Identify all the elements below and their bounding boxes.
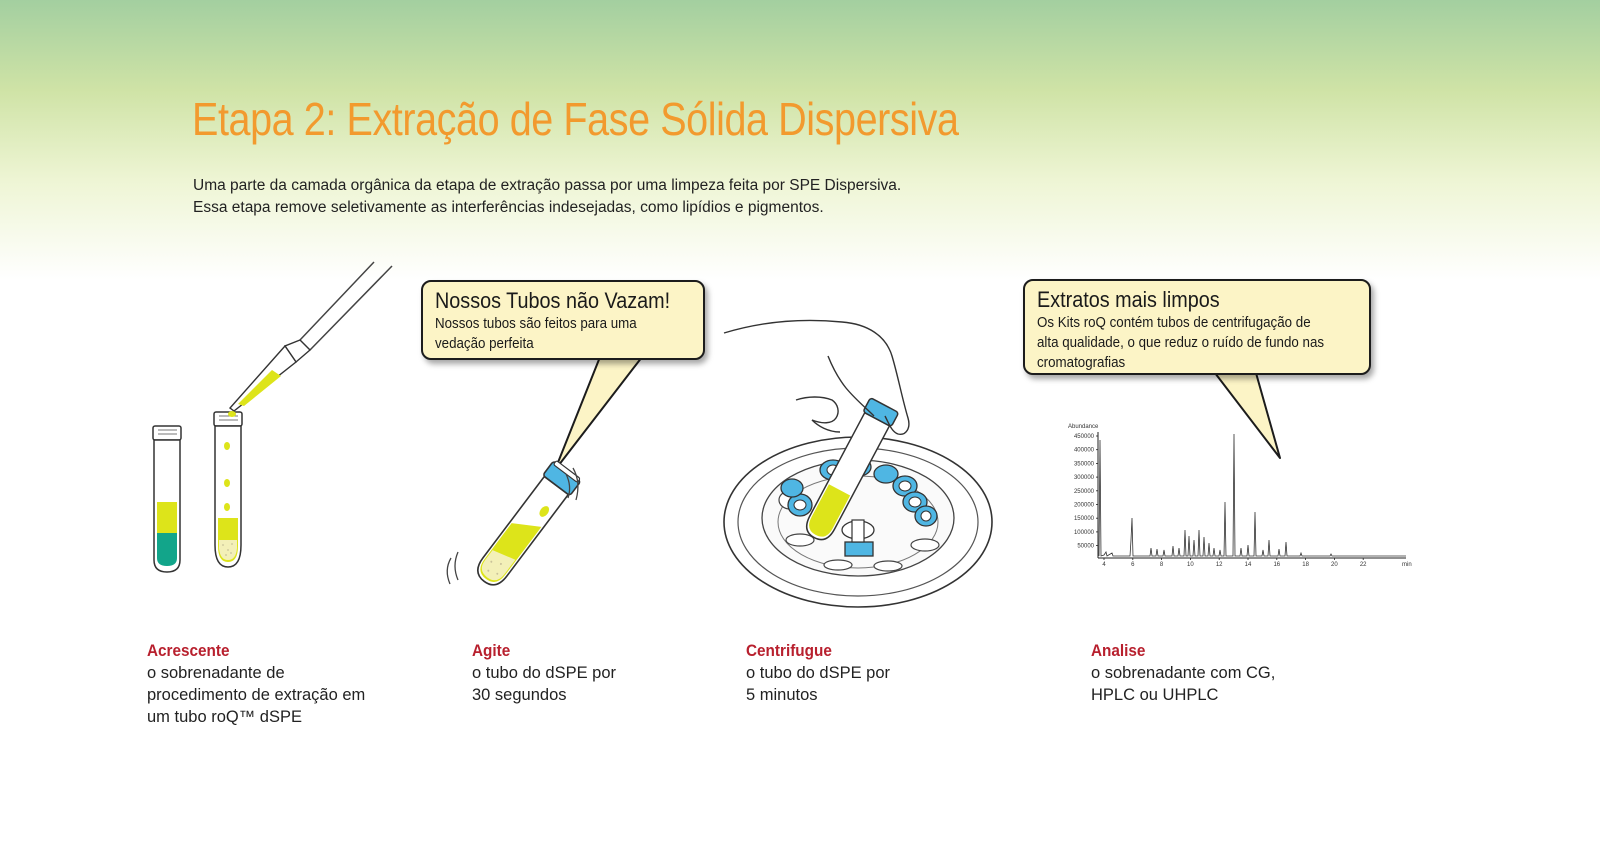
chromatogram — [1068, 424, 1412, 568]
step-analyze-line-2: HPLC ou UHPLC — [1091, 686, 1219, 704]
step-shake-line-1: o tubo do dSPE por — [472, 664, 617, 682]
x-tick-label: 8 — [1159, 562, 1164, 568]
callout-tail-2 — [1215, 373, 1280, 458]
step-add — [147, 640, 365, 728]
callout-cleaner-title: Extratos mais limpos — [1037, 287, 1220, 312]
step-shake-line-2: 30 segundos — [472, 686, 567, 704]
x-tick-label: 4 — [1102, 562, 1106, 568]
callout-tail-1 — [555, 357, 642, 470]
step2-shake-illustration — [447, 459, 582, 591]
chromatogram-trace — [1099, 434, 1406, 556]
step-analyze — [1091, 640, 1275, 706]
step-centrifuge-line-1: o tubo do dSPE por — [746, 664, 891, 682]
callout-cleaner-extracts — [1023, 279, 1371, 375]
step-add-line-2: procedimento de extração em — [147, 686, 366, 704]
callout-cleaner-line-2: alta qualidade, o que reduz o ruído de fundo nas — [1037, 335, 1325, 351]
callout-no-leak-line-2: vedação perfeita — [435, 336, 534, 352]
y-tick-label: 100000 — [1073, 529, 1094, 536]
step-add-heading: Acrescente — [147, 641, 230, 660]
y-tick-label: 50000 — [1077, 543, 1094, 550]
x-tick-label: 12 — [1215, 562, 1223, 568]
x-tick-label: 18 — [1302, 562, 1309, 568]
callout-cleaner-line-1: Os Kits roQ contém tubos de centrifugação de — [1037, 315, 1311, 331]
callout-no-leak-title: Nossos Tubos não Vazam! — [435, 288, 671, 313]
step1-tubes-illustration — [153, 262, 392, 572]
y-tick-label: 150000 — [1073, 516, 1094, 523]
intro-line-2: Essa etapa remove seletivamente as interferências indesejadas, como lipídios e pigmentos. — [193, 199, 824, 216]
x-tick-label: 14 — [1244, 562, 1252, 568]
step3-centrifuge-illustration — [724, 320, 992, 607]
y-tick-label: 200000 — [1073, 502, 1094, 509]
step-shake — [472, 640, 616, 706]
callout-cleaner-line-3: cromatografias — [1037, 355, 1126, 371]
step-centrifuge-line-2: 5 minutos — [746, 686, 818, 704]
x-tick-label: 22 — [1359, 562, 1367, 568]
step-add-line-1: o sobrenadante de — [147, 664, 285, 682]
x-tick-label: 6 — [1131, 562, 1135, 568]
page-title: Etapa 2: Extração de Fase Sólida Dispersiva — [192, 93, 959, 145]
y-tick-label: 350000 — [1073, 461, 1094, 468]
step-centrifuge — [746, 640, 890, 706]
step-analyze-heading: Analise — [1091, 641, 1146, 660]
y-tick-label: 300000 — [1073, 475, 1094, 482]
intro-line-1: Uma parte da camada orgânica da etapa de extração passa por uma limpeza feita por SPE Dispersiva. — [193, 177, 902, 194]
step-centrifuge-heading: Centrifugue — [746, 641, 832, 660]
callout-no-leak-line-1: Nossos tubos são feitos para uma — [435, 316, 637, 332]
y-tick-label: 250000 — [1073, 488, 1094, 495]
step-shake-heading: Agite — [472, 641, 511, 660]
callout-no-leak — [421, 280, 705, 360]
x-tick-label: 16 — [1273, 562, 1281, 568]
x-tick-label: 20 — [1331, 562, 1338, 568]
chromatogram-y-label: Abundance — [1068, 424, 1099, 430]
chromatogram-x-unit: min — [1402, 562, 1412, 568]
y-tick-label: 450000 — [1073, 434, 1094, 440]
step-analyze-line-1: o sobrenadante com CG, — [1091, 664, 1276, 682]
y-tick-label: 400000 — [1073, 447, 1094, 454]
step-add-line-3: um tubo roQ™ dSPE — [147, 708, 302, 726]
x-tick-label: 10 — [1187, 562, 1194, 568]
